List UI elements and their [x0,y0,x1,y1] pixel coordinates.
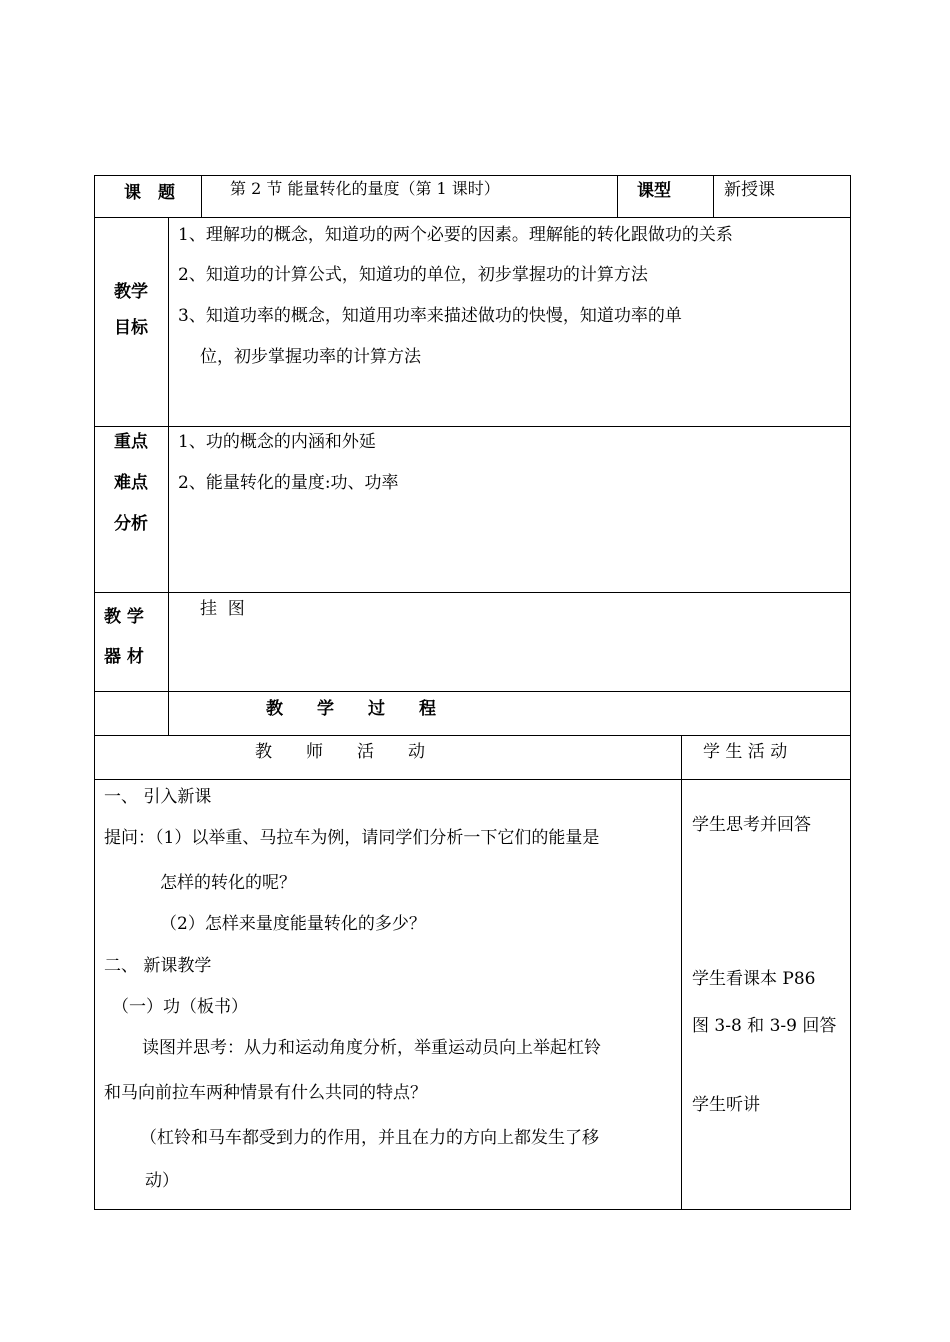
label-col-divider [168,217,169,735]
objective-item: 位，初步掌握功率的计算方法 [200,347,421,367]
col-divider [201,175,202,217]
teacher-line: 动） [145,1171,179,1191]
keypoints-label-1: 重点 [114,432,148,452]
teacher-line: 二、 新课教学 [104,956,212,976]
row-divider [94,779,851,780]
objectives-label-2: 目标 [114,318,148,338]
teacher-line: 读图并思考：从力和运动角度分析，举重运动员向上举起杠铃 [142,1038,601,1058]
keypoints-label-2: 难点 [114,473,148,493]
col-divider [713,175,714,217]
type-value: 新授课 [724,180,775,200]
objectives-label-1: 教学 [114,282,148,302]
border-left [94,175,95,1210]
equipment-label-2: 器 材 [104,647,144,667]
teacher-line: 一、 引入新课 [104,787,212,807]
teacher-line: （杠铃和马车都受到力的作用，并且在力的方向上都发生了移 [140,1128,599,1148]
teacher-line: （一）功（板书） [112,997,248,1017]
process-col-divider [681,735,682,1209]
col-divider [617,175,618,217]
student-activity-header: 学 生 活 动 [703,742,788,762]
teacher-line: 提问：（1）以举重、马拉车为例，请同学们分析一下它们的能量是 [104,828,600,848]
border-right [850,175,851,1210]
type-label: 课型 [637,181,671,201]
student-line: 学生思考并回答 [692,815,811,835]
keypoint-item: 2、能量转化的量度:功、功率 [178,473,399,493]
process-title: 教 学 过 程 [266,699,436,719]
objective-item: 2、知道功的计算公式，知道功的单位，初步掌握功的计算方法 [178,265,648,285]
teacher-activity-header: 教 师 活 动 [255,742,425,762]
row-divider [94,592,851,593]
border-bottom [94,1209,851,1210]
keypoints-label-3: 分析 [114,514,148,534]
row-divider [94,735,851,736]
topic-label: 课 题 [124,183,175,203]
border-top [94,175,851,176]
objective-item: 3、知道功率的概念，知道用功率来描述做功的快慢，知道功率的单 [178,306,682,326]
teacher-line: 和马向前拉车两种情景有什么共同的特点？ [104,1083,427,1103]
equipment-label-1: 教 学 [104,607,144,627]
row-divider [94,691,851,692]
teacher-line: 怎样的转化的呢？ [160,873,296,893]
objective-item: 1、理解功的概念，知道功的两个必要的因素。理解能的转化跟做功的关系 [178,225,733,245]
teacher-line: （2）怎样来量度能量转化的多少？ [160,914,426,934]
row-divider [94,217,851,218]
row-divider [94,426,851,427]
keypoint-item: 1、功的概念的内涵和外延 [178,432,376,452]
topic-value: 第 2 节 能量转化的量度（第 1 课时） [230,179,500,198]
student-line: 学生听讲 [692,1095,760,1115]
equipment-value: 挂 图 [200,599,245,619]
student-line: 学生看课本 P86 [692,969,816,989]
student-line: 图 3-8 和 3-9 回答 [692,1016,837,1036]
